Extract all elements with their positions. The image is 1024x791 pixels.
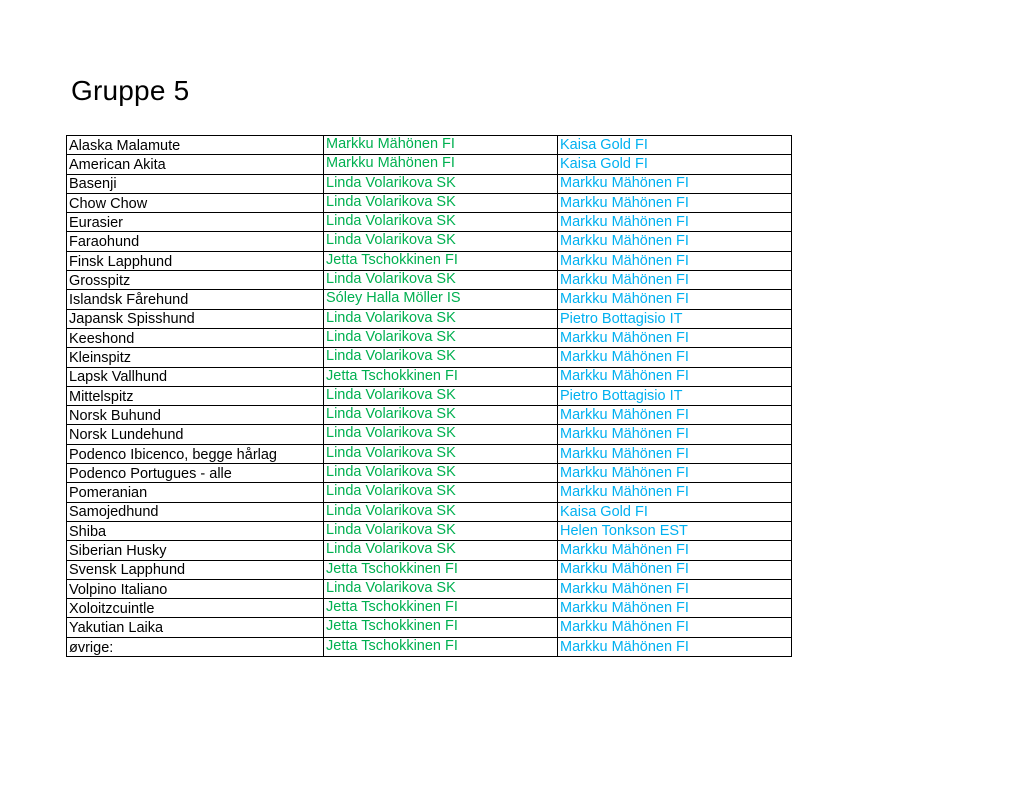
breed-cell: Xoloitzcuintle	[67, 599, 324, 618]
judge-secondary-cell: Markku Mähönen FI	[558, 541, 792, 560]
table-row	[67, 444, 792, 463]
judge-primary-cell: Jetta Tschokkinen FI	[324, 637, 558, 656]
judge-secondary-cell: Markku Mähönen FI	[558, 290, 792, 309]
judge-primary-cell: Jetta Tschokkinen FI	[324, 367, 558, 386]
breed-cell: Grosspitz	[67, 271, 324, 290]
breed-cell: Kleinspitz	[67, 348, 324, 367]
judge-secondary-cell: Markku Mähönen FI	[558, 444, 792, 463]
breed-cell: Lapsk Vallhund	[67, 367, 324, 386]
table-row	[67, 232, 792, 251]
judge-secondary-cell: Kaisa Gold FI	[558, 502, 792, 521]
table-row	[67, 406, 792, 425]
judge-secondary-cell: Markku Mähönen FI	[558, 348, 792, 367]
breed-cell: Norsk Lundehund	[67, 425, 324, 444]
judge-secondary-cell: Markku Mähönen FI	[558, 271, 792, 290]
judge-primary-cell: Linda Volarikova SK	[324, 271, 558, 290]
table-row	[67, 155, 792, 174]
judge-primary-cell: Linda Volarikova SK	[324, 483, 558, 502]
judge-primary-cell: Linda Volarikova SK	[324, 425, 558, 444]
page-title: Gruppe 5	[71, 75, 190, 106]
judge-primary-cell: Jetta Tschokkinen FI	[324, 251, 558, 270]
judge-secondary-cell: Markku Mähönen FI	[558, 599, 792, 618]
judge-primary-cell: Linda Volarikova SK	[324, 464, 558, 483]
judge-primary-cell: Linda Volarikova SK	[324, 579, 558, 598]
table-row	[67, 328, 792, 347]
breed-cell: Samojedhund	[67, 502, 324, 521]
table-row	[67, 386, 792, 405]
judge-primary-cell: Linda Volarikova SK	[324, 444, 558, 463]
breed-cell: Shiba	[67, 521, 324, 540]
table-row	[67, 174, 792, 193]
breed-cell: American Akita	[67, 155, 324, 174]
breed-cell: Chow Chow	[67, 193, 324, 212]
table-row	[67, 521, 792, 540]
table-row	[67, 579, 792, 598]
judge-secondary-cell: Markku Mähönen FI	[558, 367, 792, 386]
judge-primary-cell: Jetta Tschokkinen FI	[324, 618, 558, 637]
breed-cell: Finsk Lapphund	[67, 251, 324, 270]
judge-secondary-cell: Markku Mähönen FI	[558, 483, 792, 502]
judge-secondary-cell: Markku Mähönen FI	[558, 560, 792, 579]
breed-cell: Svensk Lapphund	[67, 560, 324, 579]
breed-cell: Mittelspitz	[67, 386, 324, 405]
judge-primary-cell: Linda Volarikova SK	[324, 309, 558, 328]
judge-secondary-cell: Markku Mähönen FI	[558, 213, 792, 232]
table-row	[67, 193, 792, 212]
judge-primary-cell: Linda Volarikova SK	[324, 232, 558, 251]
breed-cell: Volpino Italiano	[67, 579, 324, 598]
judge-primary-cell: Linda Volarikova SK	[324, 213, 558, 232]
breed-cell: øvrige:	[67, 637, 324, 656]
table-row	[67, 213, 792, 232]
judge-secondary-cell: Markku Mähönen FI	[558, 193, 792, 212]
breed-cell: Basenji	[67, 174, 324, 193]
breed-cell: Podenco Ibicenco, begge hårlag	[67, 444, 324, 463]
breed-cell: Siberian Husky	[67, 541, 324, 560]
table-row	[67, 271, 792, 290]
table-row	[67, 637, 792, 656]
breed-cell: Eurasier	[67, 213, 324, 232]
judge-secondary-cell: Markku Mähönen FI	[558, 464, 792, 483]
judge-secondary-cell: Markku Mähönen FI	[558, 251, 792, 270]
table-row	[67, 348, 792, 367]
judges-table-body	[67, 136, 792, 657]
judge-secondary-cell: Markku Mähönen FI	[558, 579, 792, 598]
table-row	[67, 425, 792, 444]
breed-cell: Yakutian Laika	[67, 618, 324, 637]
breed-cell: Pomeranian	[67, 483, 324, 502]
judge-secondary-cell: Pietro Bottagisio IT	[558, 386, 792, 405]
judge-primary-cell: Linda Volarikova SK	[324, 328, 558, 347]
judge-secondary-cell: Markku Mähönen FI	[558, 328, 792, 347]
breed-cell: Islandsk Fårehund	[67, 290, 324, 309]
judge-secondary-cell: Markku Mähönen FI	[558, 618, 792, 637]
judge-primary-cell: Markku Mähönen FI	[324, 155, 558, 174]
breed-cell: Faraohund	[67, 232, 324, 251]
breed-cell: Alaska Malamute	[67, 136, 324, 155]
table-row	[67, 618, 792, 637]
table-row	[67, 541, 792, 560]
table-row	[67, 502, 792, 521]
breed-cell: Podenco Portugues - alle	[67, 464, 324, 483]
judge-primary-cell: Linda Volarikova SK	[324, 386, 558, 405]
judge-secondary-cell: Markku Mähönen FI	[558, 637, 792, 656]
judge-secondary-cell: Pietro Bottagisio IT	[558, 309, 792, 328]
judge-secondary-cell: Markku Mähönen FI	[558, 232, 792, 251]
table-row	[67, 290, 792, 309]
judge-secondary-cell: Markku Mähönen FI	[558, 174, 792, 193]
judge-primary-cell: Linda Volarikova SK	[324, 541, 558, 560]
judge-primary-cell: Linda Volarikova SK	[324, 502, 558, 521]
judge-primary-cell: Linda Volarikova SK	[324, 348, 558, 367]
table-row	[67, 599, 792, 618]
table-row	[67, 464, 792, 483]
judge-primary-cell: Linda Volarikova SK	[324, 521, 558, 540]
table-row	[67, 367, 792, 386]
judges-table	[66, 135, 792, 657]
table-row	[67, 136, 792, 155]
judge-secondary-cell: Markku Mähönen FI	[558, 406, 792, 425]
judge-primary-cell: Jetta Tschokkinen FI	[324, 560, 558, 579]
judge-primary-cell: Jetta Tschokkinen FI	[324, 599, 558, 618]
judge-secondary-cell: Helen Tonkson EST	[558, 521, 792, 540]
judge-secondary-cell: Kaisa Gold FI	[558, 136, 792, 155]
judge-primary-cell: Sóley Halla Möller IS	[324, 290, 558, 309]
table-row	[67, 483, 792, 502]
judge-secondary-cell: Kaisa Gold FI	[558, 155, 792, 174]
judge-primary-cell: Linda Volarikova SK	[324, 193, 558, 212]
table-row	[67, 251, 792, 270]
breed-cell: Keeshond	[67, 328, 324, 347]
table-row	[67, 560, 792, 579]
judge-primary-cell: Linda Volarikova SK	[324, 174, 558, 193]
judge-primary-cell: Linda Volarikova SK	[324, 406, 558, 425]
table-row	[67, 309, 792, 328]
judge-primary-cell: Markku Mähönen FI	[324, 136, 558, 155]
judge-secondary-cell: Markku Mähönen FI	[558, 425, 792, 444]
breed-cell: Norsk Buhund	[67, 406, 324, 425]
breed-cell: Japansk Spisshund	[67, 309, 324, 328]
